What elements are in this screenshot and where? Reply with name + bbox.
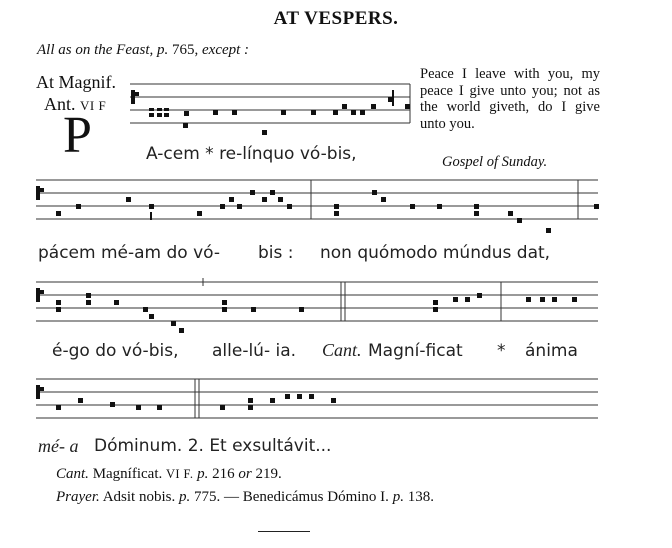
lyric-line-2b: bis :	[258, 243, 294, 263]
lyric-line-3a: é-go do vó-bis,	[52, 341, 179, 361]
lyric-line-2a: pácem mé-am do vó-	[38, 243, 221, 263]
lyric-line-2c: non quómodo múndus dat,	[320, 243, 551, 263]
translation-source: Gospel of Sunday.	[442, 154, 548, 170]
staff-2	[36, 180, 598, 219]
intro-text: All as on the Feast,	[37, 42, 157, 58]
neumes-staff-4	[56, 394, 336, 410]
staff-3	[36, 278, 598, 321]
lyric-line-3f: ánima	[525, 341, 578, 361]
lyric-line-3b: alle-lú- ia.	[212, 341, 297, 361]
antiphon-mode: VI F	[80, 98, 107, 113]
cantus-label: Cant.	[322, 340, 362, 360]
lyric-line-4b: Dóminum. 2. Et exsultávit...	[94, 436, 332, 456]
neumes-staff-3	[56, 293, 577, 333]
antiphon-ant: Ant.	[44, 94, 76, 114]
intro-p: p.	[157, 42, 169, 58]
lyric-line-4a: mé- a	[38, 436, 79, 456]
drop-capital: P	[63, 107, 92, 164]
intro-except: except :	[202, 42, 250, 58]
page-title: AT VESPERS.	[273, 8, 399, 29]
closing-rule	[258, 531, 310, 532]
staff-1	[130, 84, 410, 123]
antiphon-label-magnif: At Magnif.	[36, 72, 116, 92]
intro-page: 765,	[168, 42, 202, 58]
prayer-reference: Prayer. Adsit nobis. p. 775. — Benedicámus Dómino I. p. 138.	[56, 489, 434, 505]
lyric-line-3e: *	[497, 341, 506, 361]
translation-sidebar: Peace I leave with you, my peace I give unto you; not as the world giveth, do I give unto you.	[420, 66, 600, 132]
lyric-line-1: A-cem * re-línquo vó-bis,	[146, 144, 357, 164]
canticle-reference: Cant. Magníficat. VI F. p. 216 or 219.	[56, 466, 282, 482]
lyric-line-3d: Magní-ficat	[368, 341, 463, 361]
lyric-line-3c	[322, 340, 362, 361]
staff-4	[36, 379, 598, 418]
neumes-staff-2	[56, 190, 599, 233]
